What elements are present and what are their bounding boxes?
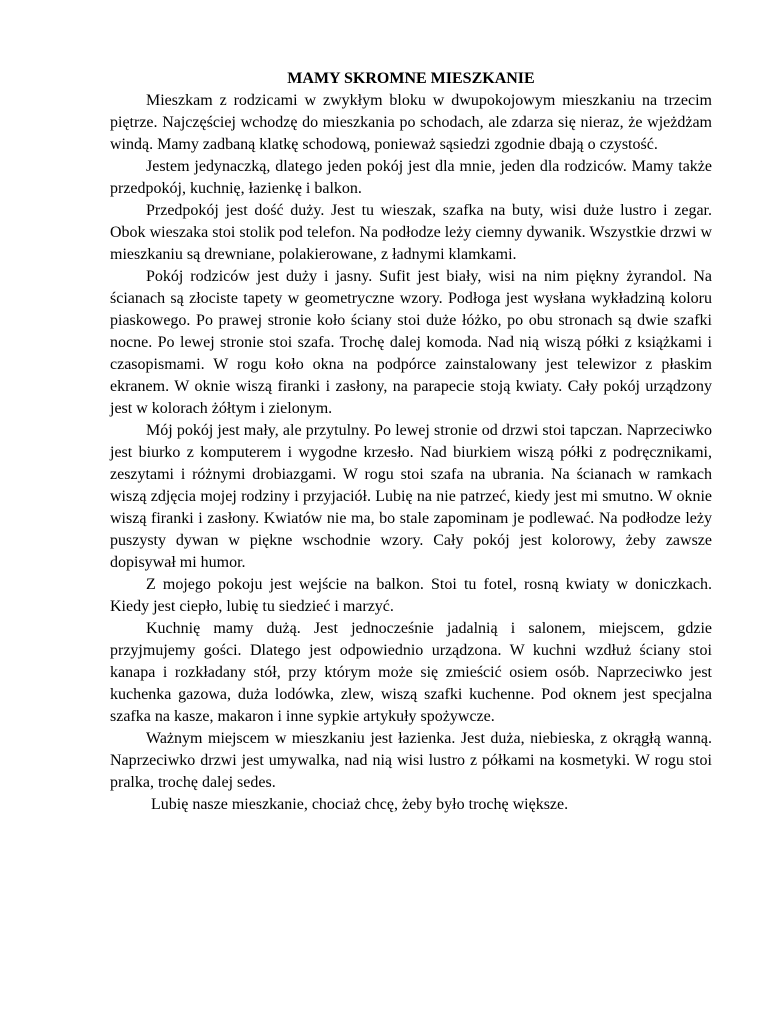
paragraph-rooms: Jestem jedynaczką, dlatego jeden pokój jest dla mnie, jeden dla rodziców. Mamy także przedpokój, kuchnię, łazienkę i balkon. <box>110 158 712 197</box>
paragraph-kitchen: Kuchnię mamy dużą. Jest jednocześnie jadalnią i salonem, miejscem, gdzie przyjmujemy gości. Dlatego jest odpowiednio urządzona. W kuchni wzdłuż ściany stoi kanapa i rozkładany stół, przy którym może się zmieścić osiem osób. Naprzeciwko jest kuchenka gazowa, duża lodówka, zlew, wiszą szafki kuchenne. Pod oknem jest specjalna szafka na kasze, makaron i inne sypkie artykuły spożywcze. <box>110 620 712 725</box>
paragraph-bathroom: Ważnym miejscem w mieszkaniu jest łazienka. Jest duża, niebieska, z okrągłą wanną. Naprzeciwko drzwi jest umywalka, nad nią wisi lustro z półkami na kosmetyki. W rogu stoi pralka, trochę dalej sedes. <box>110 730 712 791</box>
paragraph-closing: Lubię nasze mieszkanie, chociaż chcę, żeby było trochę większe. <box>151 796 569 813</box>
paragraph-intro: Mieszkam z rodzicami w zwykłym bloku w dwupokojowym mieszkaniu na trzecim piętrze. Najczęściej wchodzę do mieszkania po schodach, ale zdarza się nieraz, że wjeżdżam windą. Mamy zadbaną klatkę schodową, ponieważ sąsiedzi zgodnie dbają o czystość. <box>110 92 712 153</box>
paragraph-my-room: Mój pokój jest mały, ale przytulny. Po lewej stronie od drzwi stoi tapczan. Naprzeciwko jest biurko z komputerem i wygodne krzesło. Nad biurkiem wiszą półki z podręcznikami, zeszytami i różnymi drobiazgami. W rogu stoi szafa na ubrania. Na ścianach w ramkach wiszą zdjęcia mojej rodziny i przyjaciół. Lubię na nie patrzeć, kiedy jest mi smutno. W oknie wiszą firanki i zasłony. Kwiatów nie ma, bo stale zapominam je podlewać. Na podłodze leży puszysty dywan w piękne wschodnie wzory. Cały pokój jest kolorowy, żeby zawsze dopisywał mi humor. <box>110 422 712 571</box>
paragraph-parents-room: Pokój rodziców jest duży i jasny. Sufit jest biały, wisi na nim piękny żyrandol. Na ścianach są złociste tapety w geometryczne wzory. Podłoga jest wysłana wykładziną koloru piaskowego. Po prawej stronie koło ściany stoi duże łóżko, po obu stronach są dwie szafki nocne. Po lewej stronie stoi szafa. Trochę dalej komoda. Nad nią wiszą półki z książkami i czasopismami. W rogu koło okna na podpórce zainstalowany jest telewizor z płaskim ekranem. W oknie wiszą firanki i zasłony, na parapecie stoją kwiaty. Cały pokój urządzony jest w kolorach żółtym i zielonym. <box>110 268 712 417</box>
document-body <box>110 68 712 816</box>
document-title: MAMY SKROMNE MIESZKANIE <box>287 70 535 87</box>
paragraph-hallway: Przedpokój jest dość duży. Jest tu wieszak, szafka na buty, wisi duże lustro i zegar. Obok wieszaka stoi stolik pod telefon. Na podłodze leży ciemny dywanik. Wszystkie drzwi w mieszkaniu są drewniane, polakierowane, z ładnymi klamkami. <box>110 202 712 263</box>
paragraph-balcony: Z mojego pokoju jest wejście na balkon. Stoi tu fotel, rosną kwiaty w doniczkach. Kiedy jest ciepło, lubię tu siedzieć i marzyć. <box>110 576 712 615</box>
